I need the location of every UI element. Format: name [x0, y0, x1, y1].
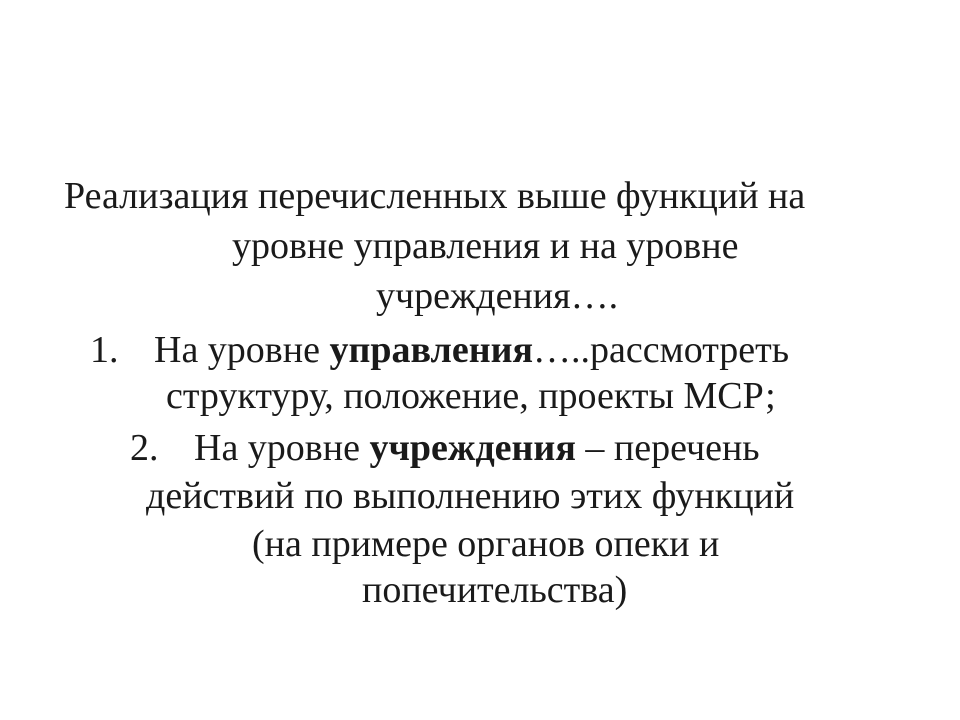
list-item-2-suffix: – перечень [575, 427, 760, 469]
list-item-2-line-3: (на примере органов опеки и [252, 523, 720, 565]
list-item-1-suffix: …..рассмотреть [533, 329, 790, 371]
list-item-2-bold-term: учреждения [369, 427, 576, 469]
list-item-1-number: 1. [90, 329, 119, 371]
list-item-1-line-1 [90, 326, 789, 374]
intro-line-2: уровне управления и на уровне [232, 225, 739, 267]
intro-line-3: учреждения…. [376, 275, 619, 317]
list-item-1-prefix: На уровне [154, 329, 330, 371]
intro-line-1: Реализация перечисленных выше функций на [64, 175, 806, 217]
list-item-2-line-2: действий по выполнению этих функций [146, 475, 795, 517]
list-item-1-line-2: структуру, положение, проекты МСР; [166, 375, 776, 417]
list-item-2-prefix: На уровне [194, 427, 370, 469]
list-item-2-number: 2. [130, 427, 159, 469]
list-item-2-line-1 [130, 424, 760, 472]
list-item-1-bold-term: управления [329, 329, 534, 371]
list-item-2-line-4: попечительства) [362, 569, 628, 611]
